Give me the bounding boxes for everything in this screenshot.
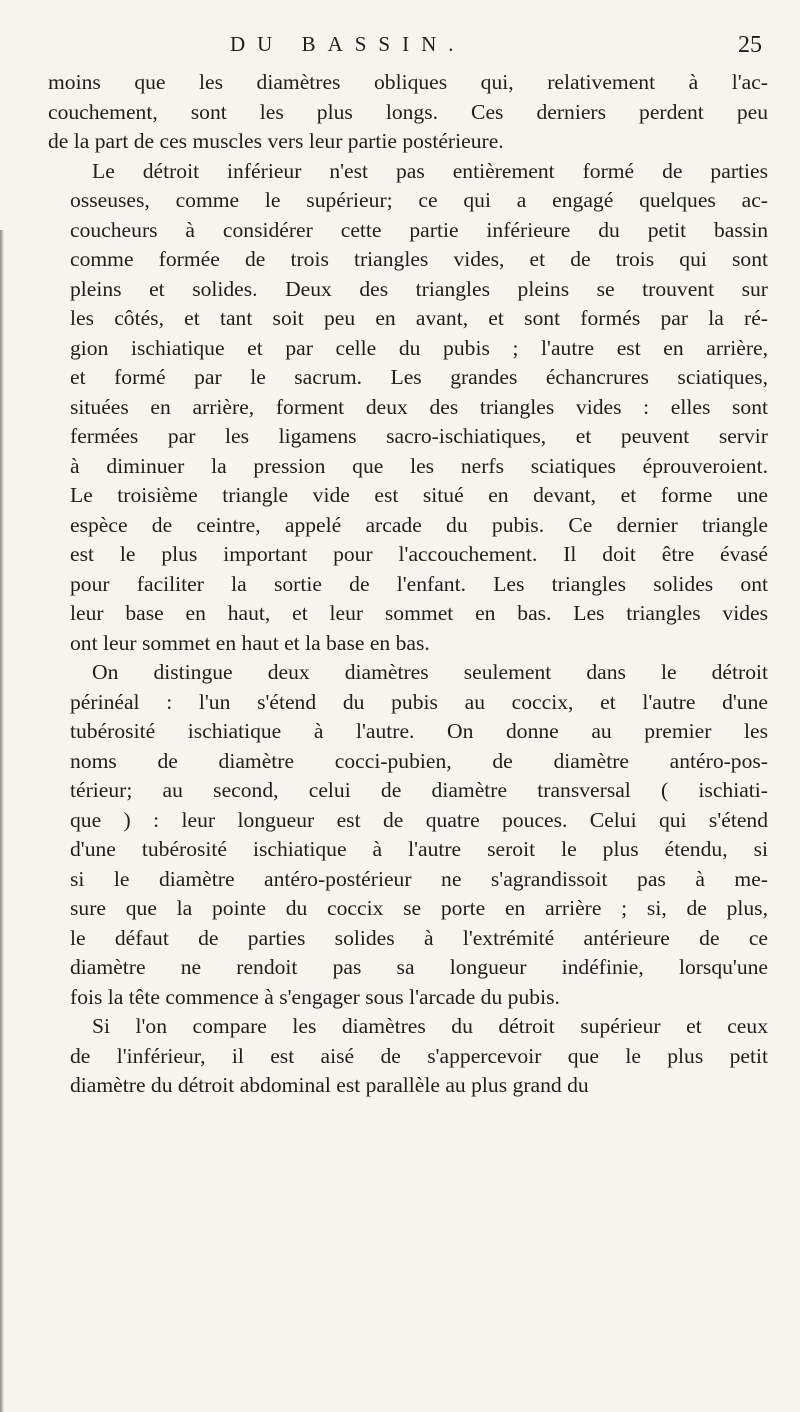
running-head: DU BASSIN. (230, 32, 466, 56)
text-line: que ) : leur longueur est de quatre pouces. Celui qui s'étend (70, 807, 768, 832)
text-line: est le plus important pour l'accouchement. Il doit être évasé (70, 542, 768, 566)
text-line: de la part de ces muscles vers leur partie postérieure. (48, 129, 504, 153)
body-text (48, 68, 768, 1101)
page-binding-edge (0, 230, 4, 1412)
text-line: térieur; au second, celui de diamètre transversal ( ischiati- (70, 778, 768, 802)
text-line: couchement, sont les plus longs. Ces derniers perdent peu (48, 99, 768, 124)
text-line: tubérosité ischiatique à l'autre. On donne au premier les (70, 719, 768, 743)
text-line: si le diamètre antéro-postérieur ne s'agrandissoit pas à me- (70, 866, 768, 891)
text-line: osseuses, comme le supérieur; ce qui a engagé quelques ac- (70, 188, 768, 212)
text-line: coucheurs à considérer cette partie inférieure du petit bassin (70, 217, 768, 242)
text-line: leur base en haut, et leur sommet en bas. Les triangles vides (70, 601, 768, 625)
text-line: On distingue deux diamètres seulement dans le détroit (92, 660, 768, 684)
text-line: pleins et solides. Deux des triangles pleins se trouvent sur (70, 276, 768, 301)
text-line: fermées par les ligamens sacro-ischiatiques, et peuvent servir (70, 424, 768, 448)
page-header (0, 14, 800, 58)
page-number: 25 (738, 32, 762, 58)
paragraph (48, 157, 768, 659)
text-line: pour faciliter la sortie de l'enfant. Les triangles solides ont (70, 571, 768, 596)
text-line: gion ischiatique et par celle du pubis ; l'autre est en arrière, (70, 335, 768, 360)
paragraph (48, 1012, 768, 1101)
text-line: Si l'on compare les diamètres du détroit supérieur et ceux (92, 1014, 768, 1038)
text-line: sure que la pointe du coccix se porte en arrière ; si, de plus, (70, 896, 768, 920)
text-line: Le troisième triangle vide est situé en devant, et forme une (70, 483, 768, 507)
text-line: le défaut de parties solides à l'extrémité antérieure de ce (70, 925, 768, 950)
text-line: périnéal : l'un s'étend du pubis au coccix, et l'autre d'une (70, 689, 768, 714)
text-line: moins que les diamètres obliques qui, relativement à l'ac- (48, 70, 768, 94)
text-line: diamètre ne rendoit pas sa longueur indéfinie, lorsqu'une (70, 955, 768, 979)
text-line: de l'inférieur, il est aisé de s'appercevoir que le plus petit (70, 1043, 768, 1068)
paragraph (48, 68, 768, 157)
text-line: situées en arrière, forment deux des triangles vides : elles sont (70, 394, 768, 419)
text-line: et formé par le sacrum. Les grandes échancrures sciatiques, (70, 365, 768, 389)
text-line: comme formée de trois triangles vides, et de trois qui sont (70, 247, 768, 271)
text-line: espèce de ceintre, appelé arcade du pubis. Ce dernier triangle (70, 512, 768, 537)
text-line: ont leur sommet en haut et la base en bas. (70, 630, 430, 655)
text-line: fois la tête commence à s'engager sous l'arcade du pubis. (70, 984, 560, 1009)
text-line: noms de diamètre cocci-pubien, de diamètre antéro-pos- (70, 748, 768, 773)
text-line: diamètre du détroit abdominal est parallèle au plus grand du (70, 1073, 589, 1097)
text-line: d'une tubérosité ischiatique à l'autre seroit le plus étendu, si (70, 837, 768, 861)
paragraph (48, 658, 768, 1012)
text-line: les côtés, et tant soit peu en avant, et sont formés par la ré- (70, 306, 768, 330)
text-line: à diminuer la pression que les nerfs sciatiques éprouveroient. (70, 453, 768, 478)
text-line: Le détroit inférieur n'est pas entièrement formé de parties (92, 158, 768, 183)
